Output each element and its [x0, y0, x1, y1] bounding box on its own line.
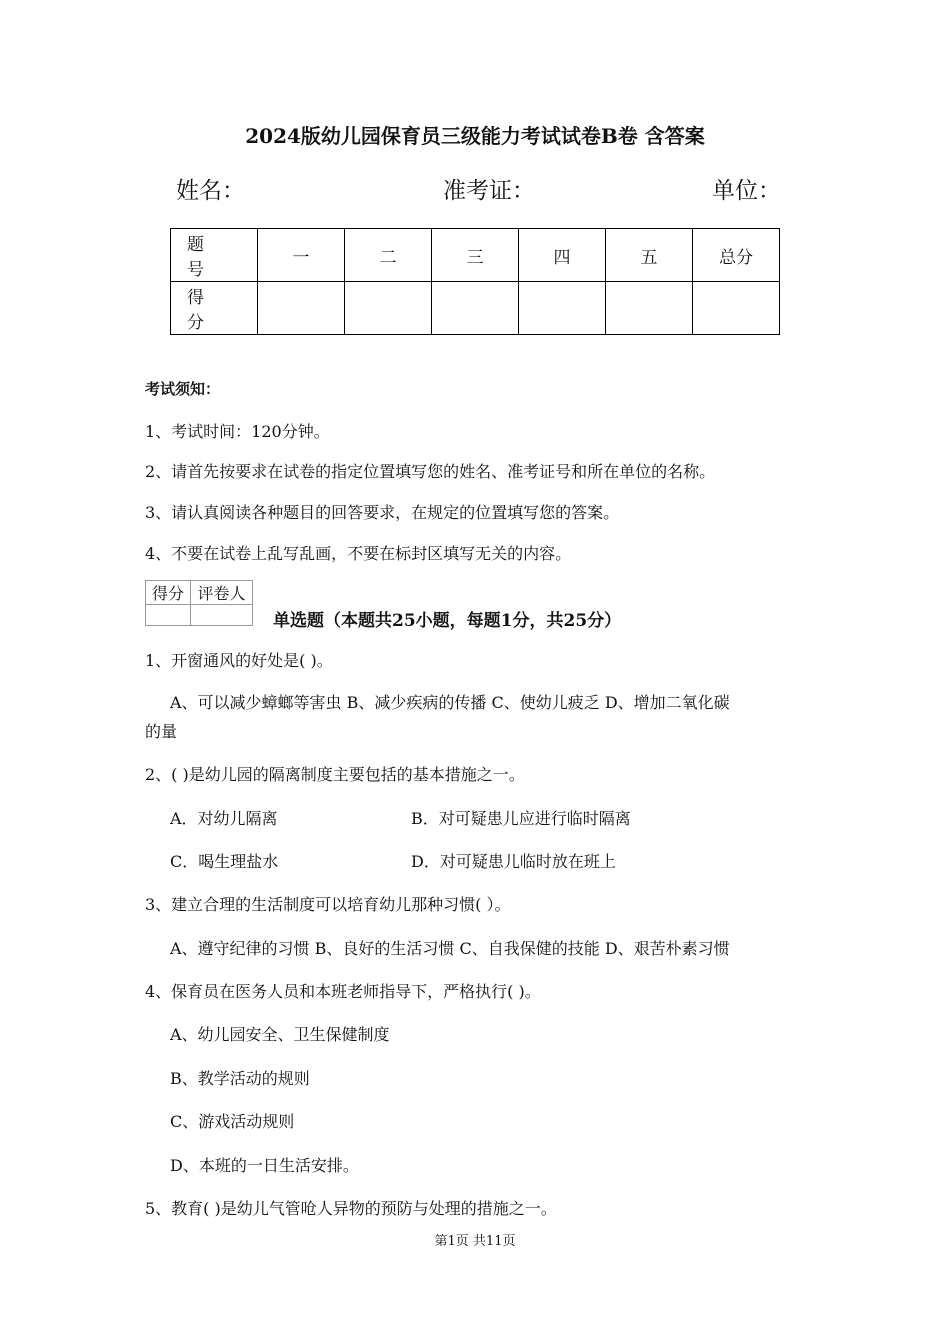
score-table-header-cell: 五	[606, 229, 693, 282]
score-table-header-cell: 四	[519, 229, 606, 282]
score-input-cell[interactable]	[693, 282, 780, 335]
option-b: B．对可疑患儿应进行临时隔离	[411, 809, 631, 828]
score-input-cell[interactable]	[432, 282, 519, 335]
question-stem: 4、保育员在医务人员和本班老师指导下，严格执行( )。	[145, 982, 541, 1001]
score-input-cell[interactable]	[345, 282, 432, 335]
score-table-header-cell: 三	[432, 229, 519, 282]
score-input-cell[interactable]	[519, 282, 606, 335]
question-stem: 3、建立合理的生活制度可以培育幼儿那种习惯( ）。	[145, 895, 511, 914]
grader-box-score-cell[interactable]	[146, 605, 191, 626]
grader-box-grader-label: 评卷人	[191, 581, 253, 605]
score-table-header-cell: 一	[258, 229, 345, 282]
notice-item: 2、请首先按要求在试卷的指定位置填写您的姓名、准考证号和所在单位的名称。	[145, 462, 716, 481]
option-c: C．喝生理盐水	[170, 852, 279, 871]
page-footer: 第1页 共11页	[434, 1234, 516, 1249]
option-a: A、幼儿园安全、卫生保健制度	[170, 1025, 390, 1044]
option-d: D、本班的一日生活安排。	[170, 1156, 359, 1175]
section-heading: 单选题（本题共25小题，每题1分，共25分）	[273, 611, 622, 631]
question-options: A、遵守纪律的习惯 B、良好的生活习惯 C、自我保健的技能 D、艰苦朴素习惯	[170, 939, 730, 958]
question-stem: 5、教育( )是幼儿气管呛人异物的预防与处理的措施之一。	[145, 1199, 557, 1218]
question-options-continued: 的量	[145, 722, 178, 741]
score-input-cell[interactable]	[258, 282, 345, 335]
option-b: B、教学活动的规则	[170, 1069, 310, 1088]
score-table	[170, 228, 780, 335]
option-a: A．对幼儿隔离	[170, 809, 278, 828]
grader-box-score-label: 得分	[146, 581, 191, 605]
exam-id-field-label: 准考证：	[443, 178, 535, 204]
page-title: 2024版幼儿园保育员三级能力考试试卷B卷 含答案	[245, 124, 705, 148]
score-table-header-cell: 总分	[693, 229, 780, 282]
question-stem: 1、开窗通风的好处是( )。	[145, 651, 333, 670]
score-table-header-cell: 题 号	[171, 229, 258, 282]
notice-item: 4、不要在试卷上乱写乱画，不要在标封区填写无关的内容。	[145, 544, 572, 563]
notice-heading: 考试须知：	[145, 380, 221, 398]
grader-box	[145, 580, 253, 626]
score-input-cell[interactable]	[606, 282, 693, 335]
question-options: A、可以减少蟑螂等害虫 B、减少疾病的传播 C、使幼儿疲乏 D、增加二氧化碳	[170, 693, 730, 712]
name-field-label: 姓名：	[176, 178, 245, 204]
score-row-label: 得 分	[171, 282, 258, 335]
score-table-score-row	[171, 282, 780, 335]
option-d: D．对可疑患儿临时放在班上	[411, 852, 616, 871]
notice-item: 3、请认真阅读各种题目的回答要求，在规定的位置填写您的答案。	[145, 503, 620, 522]
score-table-header-cell: 二	[345, 229, 432, 282]
score-table-header-row	[171, 229, 780, 282]
unit-field-label: 单位：	[712, 178, 781, 204]
grader-box-grader-cell[interactable]	[191, 605, 253, 626]
option-c: C、游戏活动规则	[170, 1112, 295, 1131]
question-stem: 2、( )是幼儿园的隔离制度主要包括的基本措施之一。	[145, 765, 525, 784]
notice-item: 1、考试时间：120分钟。	[145, 422, 330, 441]
